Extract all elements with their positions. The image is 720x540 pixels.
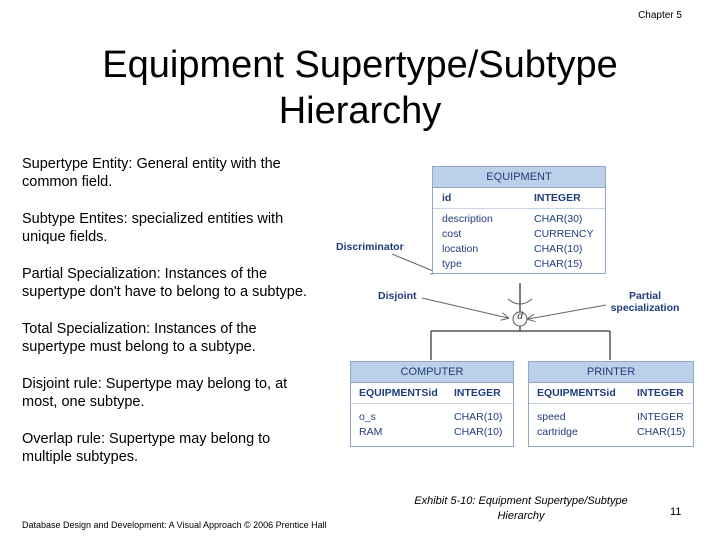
equipment-pk-name: id [442,192,452,204]
equipment-field-type: CURRENCY [534,228,594,240]
equipment-field-name: location [442,243,479,255]
bullet-disjoint-rule: Disjoint rule: Supertype may belong to, at most, one subtype. [22,376,288,410]
slide-title-line-2: Hierarchy [278,90,442,132]
printer-field-name: speed [537,411,566,423]
disjoint-label: Disjoint [378,290,417,302]
equipment-field-type: CHAR(30) [534,213,583,225]
printer-field-type: INTEGER [637,411,684,423]
computer-entity-header: COMPUTER [351,362,513,383]
exhibit-caption: Exhibit 5-10: Equipment Supertype/Subtype Hierarchy [414,495,628,522]
equipment-field-type: CHAR(10) [534,243,583,255]
equipment-pk-row [433,188,605,209]
equipment-field-name: cost [442,228,462,240]
computer-pk-name: EQUIPMENTSid [359,387,438,399]
printer-pk-type: INTEGER [637,387,684,399]
computer-fields-row [351,404,513,446]
equipment-fields-row [433,209,605,273]
equipment-entity-header: EQUIPMENT [433,167,605,188]
printer-fields-row [529,404,693,446]
computer-pk-type: INTEGER [454,387,501,399]
printer-entity-header: PRINTER [529,362,693,383]
computer-field-type: CHAR(10) [454,426,503,438]
page-number: 11 [670,506,682,518]
computer-field-name: RAM [359,426,383,438]
bullet-partial-specialization: Partial Specialization: Instances of the supertype don't have to belong to a subtype. [22,266,307,300]
printer-entity [528,361,694,447]
equipment-entity [432,166,606,274]
footer-text: Database Design and Development: A Visual Approach © 2006 Prentice Hall [22,520,327,530]
bullet-supertype-entity: Supertype Entity: General entity with the common field. [22,156,281,190]
computer-entity [350,361,514,447]
bullet-overlap-rule: Overlap rule: Supertype may belong to multiple subtypes. [22,431,271,465]
computer-field-name: o_s [359,411,376,423]
printer-pk-row [529,383,693,404]
disjoint-arrow [422,298,508,318]
discriminator-label: Discriminator [336,241,404,253]
equipment-field-type: CHAR(15) [534,258,583,270]
slide-title-line-1: Equipment Supertype/Subtype [102,44,618,86]
equipment-pk-type: INTEGER [534,192,581,204]
partial-label-line-2: specialization [610,302,680,314]
printer-pk-name: EQUIPMENTSid [537,387,616,399]
equipment-field-name: type [442,258,462,270]
partial-label-line-1: Partial [628,290,662,302]
computer-field-type: CHAR(10) [454,411,503,423]
computer-pk-row [351,383,513,404]
equipment-field-name: description [442,213,493,225]
partial-arrow [528,305,606,319]
printer-field-name: cartridge [537,426,578,438]
printer-field-type: CHAR(15) [637,426,686,438]
bullet-total-specialization: Total Specialization: Instances of the supertype must belong to a subtype. [22,321,257,355]
partial-specialization-label [607,290,683,314]
disjoint-symbol: d [517,311,523,322]
chapter-label: Chapter 5 [638,10,682,21]
bullet-subtype-entities: Subtype Entites: specialized entities with unique fields. [22,211,284,245]
